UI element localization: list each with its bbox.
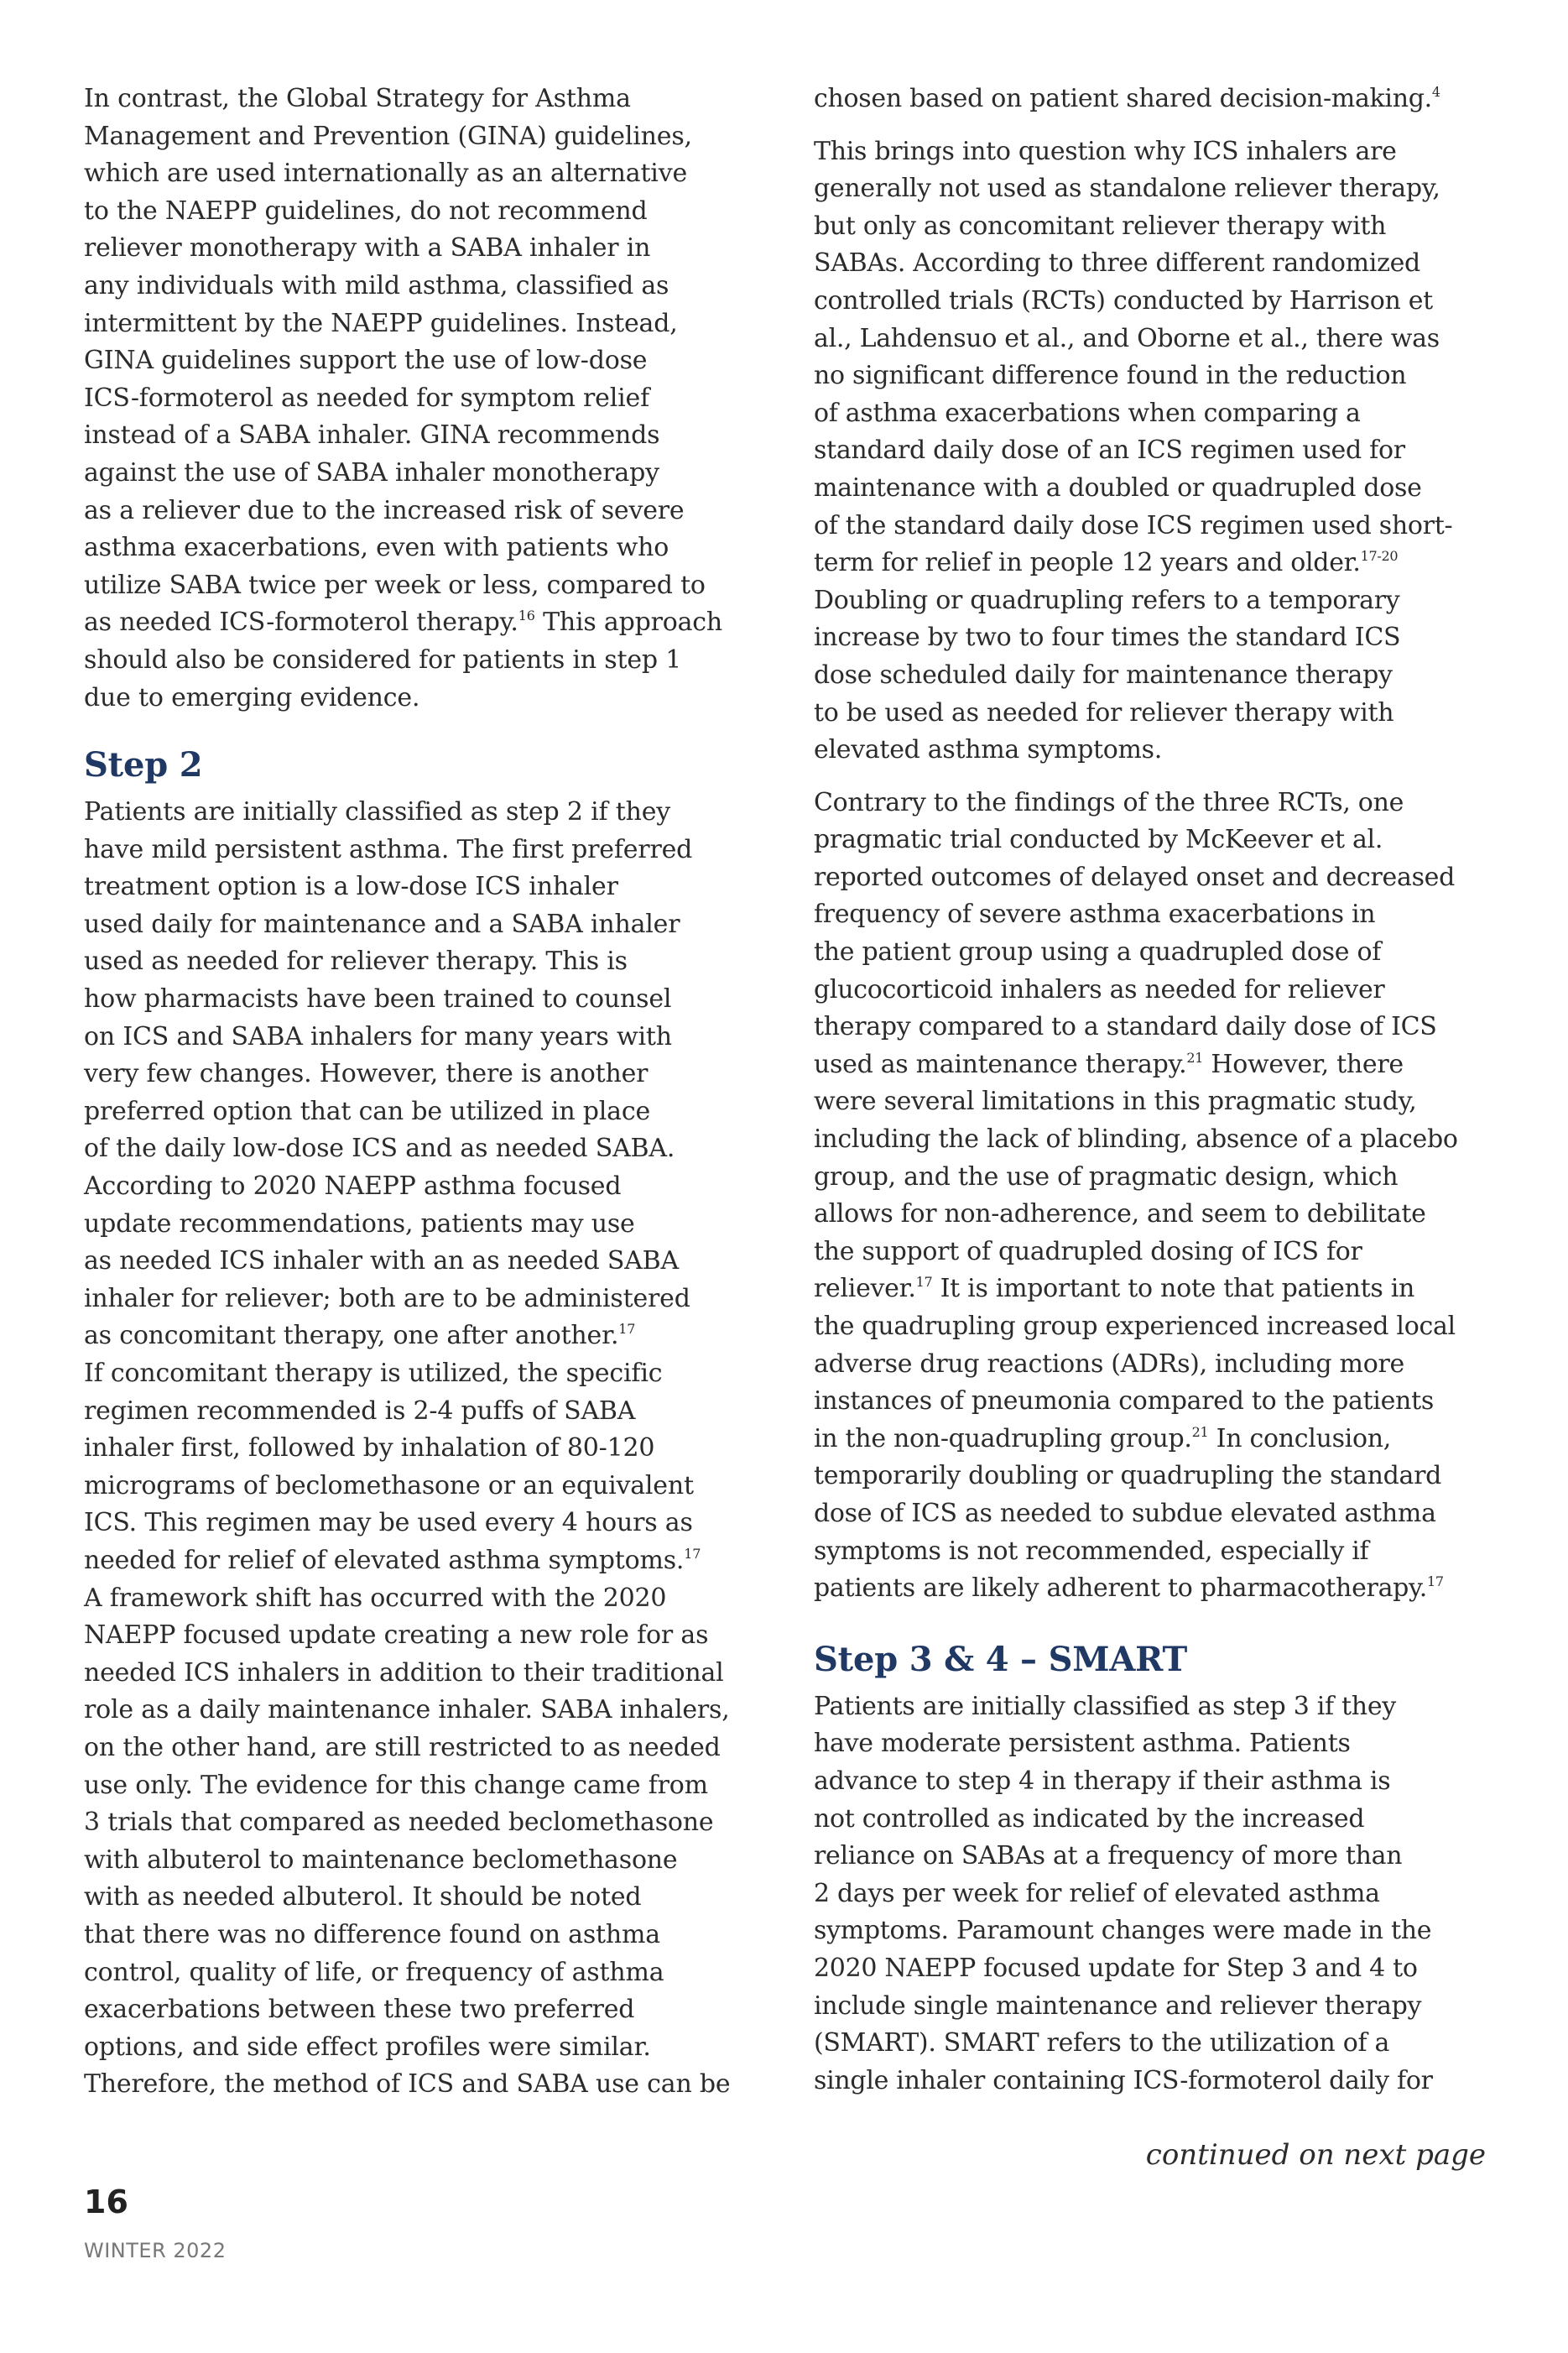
section-heading-step-2: Step 2 [84, 745, 203, 785]
issue-label: WINTER 2022 [84, 2239, 227, 2262]
paragraph-text: If concomitant therapy is utilized, the specific regimen recommended is 2-4 puffs of SABA inhaler first, followed by inhalation of 80-120 micrograms of beclomethasone or an equivalent ICS. This regimen may be used every 4 hours as needed for relief of elevated asthma symptoms. [84, 1359, 694, 1575]
paragraph-text: chosen based on patient shared decision-making. [814, 84, 1432, 113]
paragraph-text: Contrary to the findings of the three RCTs, one pragmatic trial conducted by McKeever et al. reported outcomes of delayed onset and decreased frequency of severe asthma exacerbations in the patient group using a quadrupled dose of glucocorticoid inhalers as needed for reliever therapy compared to a standard daily dose of ICS used as maintenance therapy. [814, 787, 1456, 1079]
continued-on-next-page: continued on next page [1145, 2138, 1486, 2172]
citation-superscript: 21 [1186, 1049, 1204, 1066]
section-heading-step-3-4: Step 3 & 4 – SMART [814, 1639, 1188, 1679]
body-paragraph [814, 785, 1493, 1608]
page-number: 16 [84, 2183, 128, 2220]
citation-superscript: 16 [518, 608, 535, 624]
paragraph-text: In contrast, the Global Strategy for Asthma Management and Prevention (GINA) guidelines, which are used internationally as an alternative to the NAEPP guidelines, do not recommend reliever monotherapy with a SABA inhaler in any individuals with mild asthma, classified as intermittent by the NAEPP guidelines. Instead, GINA guidelines support the use of low-dose ICS-formoterol as needed for symptom relief instead of a SABA inhaler. GINA recommends against the use of SABA inhaler monotherapy as a reliever due to the increased risk of severe asthma exacerbations, even with patients who utilize SABA twice per week or less, compared to as needed ICS-formoterol therapy. [84, 84, 706, 638]
paragraph-text: In conclusion, temporarily doubling or quadrupling the standard dose of ICS as needed to subdue elevated asthma symptoms is not recommended, especially if patients are likely adherent to pharmacotherapy. [814, 1423, 1442, 1604]
paragraph-text: However, there were several limitations in this pragmatic study, including the lack of blinding, absence of a placebo group, and the use of pragmatic design, which allows for non-adherence, and seem to debilitate the support of quadrupled dosing of ICS for reliever. [814, 1049, 1458, 1304]
paragraph-text: Patients are initially classified as step 2 if they have mild persistent asthma. The first preferred treatment option is a low-dose ICS inhaler used daily for maintenance and a SABA inhaler used as needed for reliever therapy. This is how pharmacists have been trained to counsel on ICS and SABA inhalers for many years with very few changes. However, there is another preferred option that can be utilized in place of the daily low-dose ICS and as needed SABA. According to 2020 NAEPP asthma focused update recommendations, patients may use as needed ICS inhaler with an as needed SABA inhaler for reliever; both are to be administered as concomitant therapy, one after another. [84, 797, 693, 1351]
citation-superscript: 17 [1426, 1573, 1444, 1590]
body-paragraph [814, 81, 1493, 118]
citation-superscript: 17 [684, 1545, 701, 1562]
paragraph-text: Patients are initially classified as step 3 if they have moderate persistent asthma. Patients advance to step 4 in therapy if their asthma is not controlled as indicated by the increased reliance on SABAs at a frequency of more than 2 days per week for relief of elevated asthma symptoms. Paramount changes were made in the 2020 NAEPP focused update for Step 3 and 4 to include single maintenance and reliever therapy (SMART). SMART refers to the utilization of a single inhaler containing ICS-formoterol daily for [814, 1691, 1433, 2095]
body-paragraph [84, 81, 755, 717]
right-column [814, 81, 1493, 2100]
paragraph-text: Doubling or quadrupling refers to a temporary increase by two to four times the standard ICS dose scheduled daily for maintenance therapy to be used as needed for reliever therapy with elevated asthma symptoms. [814, 585, 1401, 765]
paragraph-text: This approach should also be considered for patients in step 1 due to emerging evidence. [84, 608, 723, 712]
citation-superscript: 21 [1191, 1423, 1209, 1440]
citation-superscript: 17 [915, 1274, 933, 1291]
body-paragraph [84, 794, 755, 1355]
citation-superscript: 17 [618, 1321, 636, 1338]
left-column [84, 81, 755, 2104]
body-paragraph [84, 1580, 755, 2104]
body-paragraph [84, 1355, 755, 1580]
body-paragraph [814, 133, 1493, 582]
paragraph-text: It is important to note that patients in the quadrupling group experienced increased local adverse drug reactions (ADRs), including more instances of pneumonia compared to the patients in the non-quadrupling group. [814, 1274, 1456, 1453]
paragraph-text: This brings into question why ICS inhalers are generally not used as standalone reliever therapy, but only as concomitant reliever therapy with SABAs. According to three different randomized controlled trials (RCTs) conducted by Harrison et al., Lahdensuo et al., and Oborne et al., there was no significant difference found in the reduction of asthma exacerbations when comparing a standard daily dose of an ICS regimen used for maintenance with a doubled or quadrupled dose of the standard daily dose ICS regimen used short- term for relief in people 12 years and older. [814, 136, 1453, 578]
citation-superscript: 17-20 [1360, 548, 1399, 565]
body-paragraph [814, 582, 1493, 770]
citation-superscript: 4 [1431, 84, 1440, 100]
body-paragraph [814, 1688, 1493, 2100]
paragraph-text: A framework shift has occurred with the 2020 NAEPP focused update creating a new role for as needed ICS inhalers in addition to their traditional role as a daily maintenance inhaler. SABA inhalers, on the other hand, are still restricted to as needed use only. The evidence for this change came from 3 trials that compared as needed beclomethasone with albuterol to maintenance beclomethasone with as needed albuterol. It should be noted that there was no difference found on asthma control, quality of life, or frequency of asthma exacerbations between these two preferred options, and side effect profiles were similar. Therefore, the method of ICS and SABA use can be [84, 1583, 731, 2100]
